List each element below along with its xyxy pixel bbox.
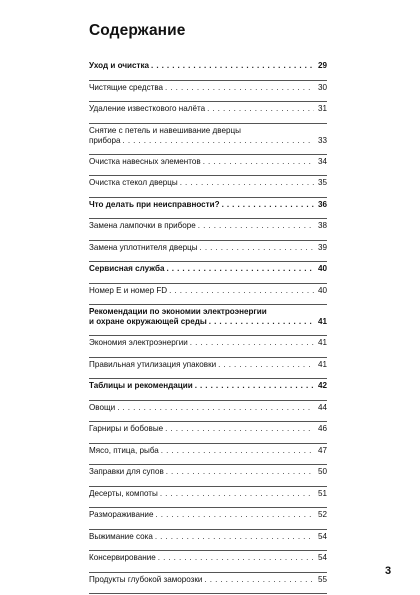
toc-entry-row (89, 446, 327, 456)
dot-leader (200, 243, 314, 253)
toc-entry-title: Овощи (89, 402, 116, 412)
toc-entry-title: и охране окружающей среды (89, 317, 207, 326)
dot-leader (190, 338, 314, 348)
toc-entry-row (89, 360, 327, 370)
toc-entry-title: Заправки для супов (89, 467, 164, 476)
toc-entry-page-number: 54 (317, 531, 327, 541)
toc-entry-title: Сервисная служба (89, 264, 165, 273)
toc-entry-title: Мясо, птица, рыба (89, 445, 159, 455)
toc-entry-page-number: 39 (317, 242, 327, 252)
toc-entry[interactable] (89, 422, 327, 444)
toc-entry-title: Правильная утилизация упаковки (89, 359, 217, 369)
toc-entry-page-number: 42 (317, 381, 327, 390)
toc-entry-row (89, 264, 327, 274)
toc-entry-row (89, 489, 327, 499)
toc-entry-page-number: 47 (317, 445, 327, 455)
dot-leader (165, 424, 314, 434)
toc-entry-page-number: 36 (317, 199, 327, 209)
toc-entry-row (89, 104, 327, 114)
dot-leader (209, 317, 314, 327)
toc-entry-title: Консервирование (89, 553, 156, 562)
dot-leader (158, 553, 314, 563)
toc-entry-row (89, 83, 327, 93)
toc-entry-page-number: 40 (317, 264, 327, 273)
toc-entry-title: Чистящие средства (89, 82, 164, 92)
toc-entry[interactable] (89, 176, 327, 198)
toc-entry-row (89, 467, 327, 477)
dot-leader (166, 264, 314, 274)
dot-leader (204, 575, 314, 585)
dot-leader (166, 467, 314, 477)
toc-entry-title: Очистка стекол дверцы (89, 178, 178, 187)
toc-entry-title: Рекомендации по экономии электроэнергии (89, 307, 267, 316)
table-of-contents (89, 59, 327, 594)
toc-entry[interactable] (89, 198, 327, 220)
toc-entry[interactable] (89, 401, 327, 423)
toc-entry[interactable] (89, 305, 327, 336)
dot-leader (203, 157, 314, 167)
toc-entry-page-number: 41 (317, 338, 327, 347)
dot-leader (123, 136, 314, 146)
toc-entry[interactable] (89, 530, 327, 552)
toc-entry-title: Удаление известкового налёта (89, 104, 206, 113)
toc-entry-page-number: 34 (317, 156, 327, 166)
toc-entry[interactable] (89, 219, 327, 241)
toc-entry-title: Что делать при неисправности? (89, 199, 220, 209)
toc-entry-page-number: 55 (317, 574, 327, 584)
dot-leader (207, 104, 314, 114)
toc-entry[interactable] (89, 241, 327, 263)
dot-leader (218, 360, 314, 370)
dot-leader (165, 83, 314, 93)
dot-leader (151, 61, 314, 71)
dot-leader (180, 178, 314, 188)
toc-entry-page-number: 38 (317, 221, 327, 230)
toc-entry[interactable] (89, 551, 327, 573)
dot-leader (160, 489, 314, 499)
page-number: 3 (385, 565, 392, 577)
toc-entry-title: Экономия электроэнергии (89, 338, 188, 347)
toc-entry[interactable] (89, 487, 327, 509)
toc-entry-page-number: 44 (317, 402, 327, 412)
toc-entry-page-number: 41 (317, 359, 327, 369)
toc-entry-title: Очистка навесных элементов (89, 156, 201, 166)
toc-entry-title: Замена уплотнителя дверцы (89, 242, 198, 252)
toc-entry-page-number: 30 (317, 82, 327, 92)
toc-entry-title: Снятие с петель и навешивание дверцы (89, 125, 241, 135)
toc-entry-line (89, 126, 327, 136)
dot-leader (198, 221, 314, 231)
dot-leader (169, 286, 314, 296)
toc-entry[interactable] (89, 573, 327, 595)
page-title: Содержание (89, 22, 186, 39)
toc-entry[interactable] (89, 59, 327, 81)
toc-entry[interactable] (89, 262, 327, 284)
toc-entry-title: Десерты, компоты (89, 488, 158, 498)
toc-entry-page-number: 50 (317, 467, 327, 476)
toc-entry-title: Уход и очистка (89, 61, 150, 70)
dot-leader (222, 200, 314, 210)
toc-entry-page-number: 40 (317, 285, 327, 295)
toc-entry-row (89, 553, 327, 563)
toc-entry-page-number: 29 (317, 61, 327, 70)
toc-entry-page-number: 51 (317, 488, 327, 498)
toc-entry-row (89, 510, 327, 520)
toc-entry[interactable] (89, 379, 327, 401)
toc-entry-row (89, 221, 327, 231)
toc-entry-page-number: 33 (317, 135, 327, 145)
toc-entry-title: Замена лампочки в приборе (89, 221, 196, 230)
toc-entry-row (89, 575, 327, 585)
toc-entry[interactable] (89, 465, 327, 487)
toc-entry-row (89, 403, 327, 413)
toc-entry[interactable] (89, 444, 327, 466)
toc-entry[interactable] (89, 102, 327, 124)
toc-entry-row (89, 243, 327, 253)
toc-entry-page-number: 46 (317, 424, 327, 433)
toc-entry[interactable] (89, 358, 327, 380)
toc-entry-row (89, 317, 327, 327)
toc-entry-row (89, 286, 327, 296)
toc-entry-title: Таблицы и рекомендации (89, 381, 193, 390)
toc-entry[interactable] (89, 124, 327, 155)
toc-entry-row (89, 532, 327, 542)
dot-leader (155, 510, 314, 520)
toc-entry-title: Гарниры и бобовые (89, 424, 164, 433)
toc-entry-row (89, 157, 327, 167)
toc-entry-row (89, 338, 327, 348)
toc-entry-row (89, 136, 327, 146)
toc-entry-title: Выжимание сока (89, 531, 153, 541)
toc-entry-title: Размораживание (89, 510, 154, 519)
toc-entry-page-number: 52 (317, 510, 327, 519)
toc-entry-row (89, 61, 327, 71)
toc-entry[interactable] (89, 284, 327, 306)
toc-entry[interactable] (89, 508, 327, 530)
toc-entry[interactable] (89, 81, 327, 103)
dot-leader (117, 403, 314, 413)
toc-entry-title: прибора (89, 135, 121, 145)
toc-entry-page-number: 31 (317, 104, 327, 113)
toc-entry-row (89, 424, 327, 434)
toc-entry-row (89, 178, 327, 188)
toc-entry-page-number: 54 (317, 553, 327, 562)
toc-entry-page-number: 35 (317, 178, 327, 187)
toc-entry-title: Продукты глубокой заморозки (89, 574, 203, 584)
dot-leader (195, 381, 314, 391)
toc-entry-page-number: 41 (317, 317, 327, 326)
toc-entry-row (89, 381, 327, 391)
dot-leader (161, 446, 314, 456)
dot-leader (155, 532, 314, 542)
toc-entry-title: Номер E и номер FD (89, 285, 168, 295)
toc-entry-row (89, 200, 327, 210)
toc-entry-line (89, 307, 327, 317)
toc-entry[interactable] (89, 155, 327, 177)
toc-entry[interactable] (89, 336, 327, 358)
